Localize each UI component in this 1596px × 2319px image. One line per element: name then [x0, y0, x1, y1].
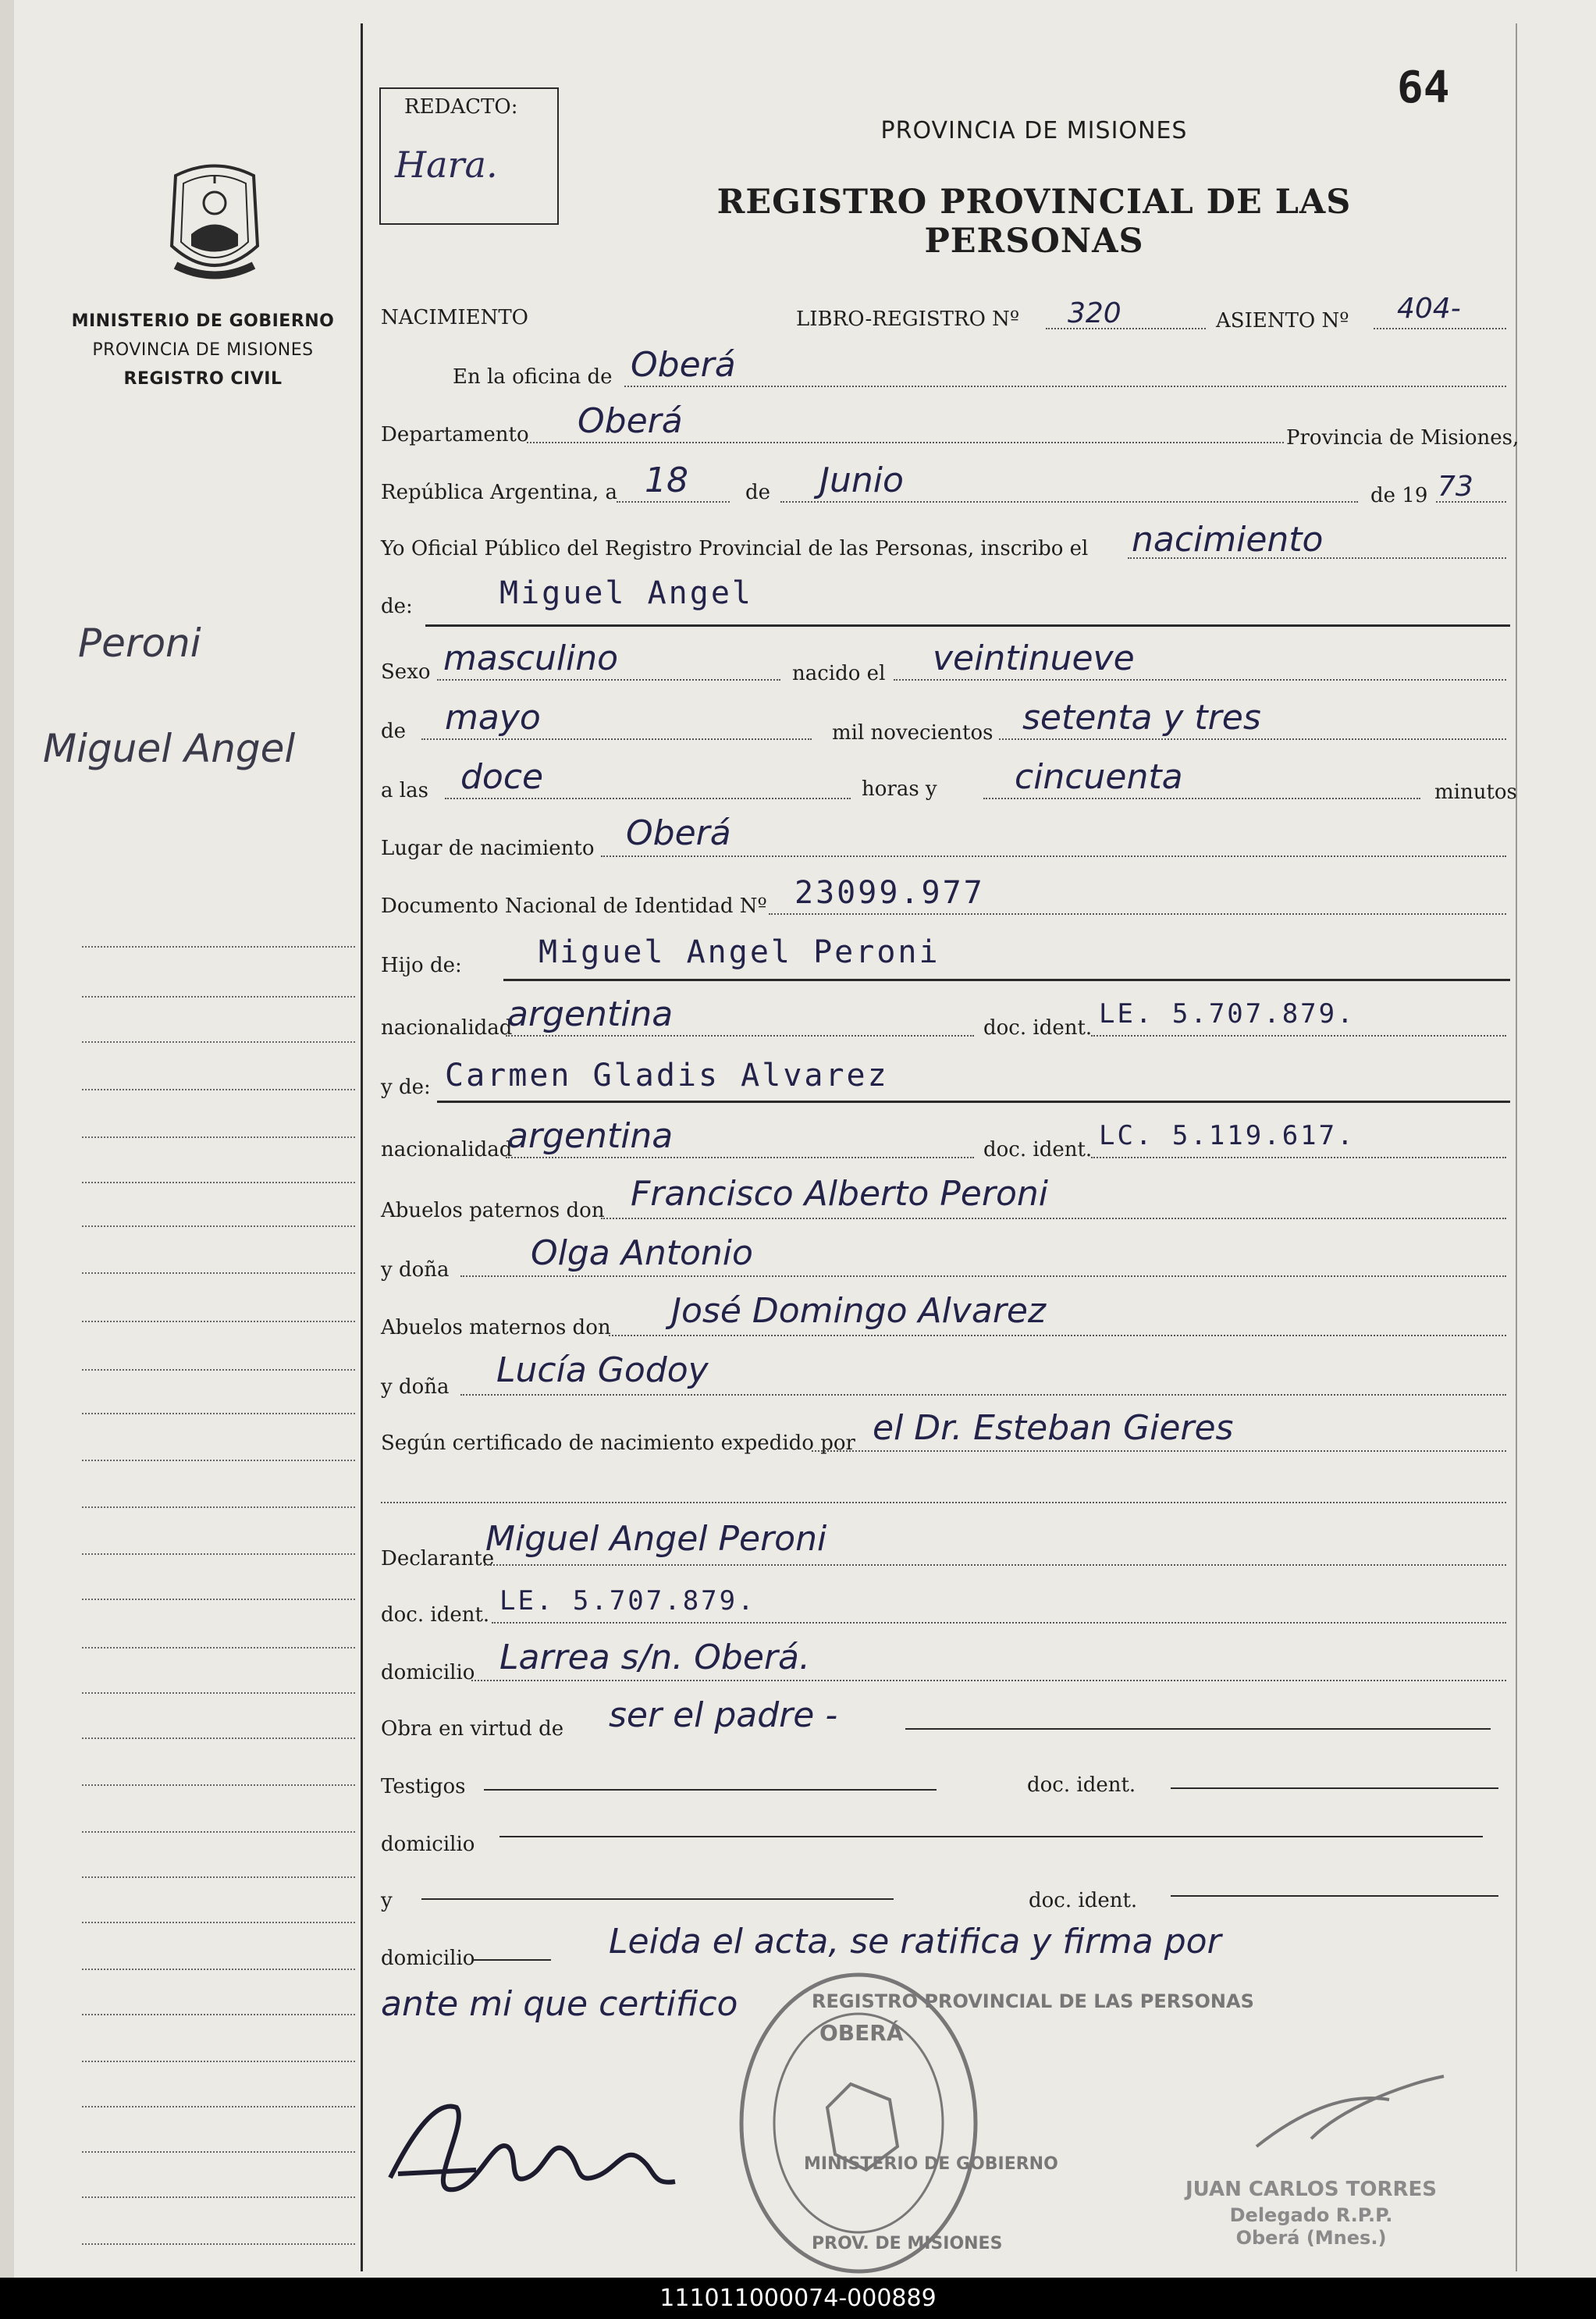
- maternal-grandfather: José Domingo Alvarez: [671, 1291, 1047, 1331]
- declarant-signature: [382, 2084, 757, 2209]
- abuelos-maternos-label: Abuelos maternos don: [381, 1316, 611, 1339]
- sex-value: masculino: [443, 638, 619, 678]
- domicilio-2-line: [499, 1836, 1483, 1837]
- margin-rule: [82, 1041, 355, 1043]
- margin-rule: [82, 1136, 355, 1138]
- margin-rule: [82, 1969, 355, 1970]
- testigos-line: [484, 1789, 937, 1791]
- mil-label: mil novecientos: [832, 721, 994, 745]
- domicilio-3-line: [473, 1959, 551, 1961]
- oficial-text: Yo Oficial Público del Registro Provincial de las Personas, inscribo el: [381, 537, 1089, 560]
- alas-label: a las: [381, 779, 428, 802]
- official-place: Oberá (Mnes.): [1235, 2227, 1387, 2249]
- margin-rule: [82, 1599, 355, 1600]
- official-title: Delegado R.P.P.: [1229, 2204, 1393, 2226]
- dni-value: 23099.977: [794, 875, 985, 911]
- lugar-label: Lugar de nacimiento: [381, 837, 595, 860]
- dni-line: [769, 913, 1506, 915]
- y-label: y: [381, 1889, 393, 1912]
- margin-rule: [82, 2196, 355, 2198]
- official-name: JUAN CARLOS TORRES: [1185, 2178, 1438, 2201]
- margin-rule: [82, 1876, 355, 1878]
- month-line: [780, 501, 1358, 503]
- seal-city: OBERÁ: [819, 2020, 904, 2046]
- sexo-line: [437, 679, 780, 681]
- asiento-label: ASIENTO Nº: [1216, 309, 1349, 333]
- birth-minutes: cincuenta: [1015, 757, 1183, 797]
- closing-statement-2: ante mi que certifico: [381, 1984, 738, 2024]
- libro-label: LIBRO-REGISTRO Nº: [796, 308, 1020, 331]
- oficina-label: En la oficina de: [453, 365, 613, 389]
- birth-hours: doce: [460, 757, 544, 797]
- asiento-value: 404-: [1397, 293, 1461, 325]
- margin-note-surname: Peroni: [78, 621, 201, 666]
- redacto-label: REDACTO:: [404, 95, 518, 119]
- year-label: de 19: [1370, 484, 1428, 507]
- registration-year: 73: [1438, 471, 1473, 503]
- registration-month: Junio: [819, 461, 904, 500]
- redacto-initials: Hara.: [395, 144, 498, 186]
- birth-day: veintinueve: [933, 638, 1135, 678]
- province-heading: PROVINCIA DE MISIONES: [880, 117, 1188, 144]
- ministry-line-3: REGISTRO CIVIL: [123, 369, 283, 389]
- domicilio-2-label: domicilio: [381, 1833, 475, 1856]
- departamento-value: Oberá: [578, 401, 683, 441]
- asiento-line: [1374, 328, 1506, 329]
- nacido-line: [894, 679, 1506, 681]
- minutos-label: minutos: [1434, 781, 1517, 804]
- minutes-line: [983, 798, 1420, 799]
- margin-rule: [82, 1369, 355, 1371]
- margin-rule: [82, 2151, 355, 2153]
- de-label: de: [745, 481, 771, 504]
- ministry-line-1: MINISTERIO DE GOBIERNO: [71, 311, 335, 331]
- margin-rule: [82, 1784, 355, 1786]
- lugar-line: [601, 855, 1506, 857]
- margin-divider: [361, 23, 363, 2271]
- father-name: Miguel Angel Peroni: [539, 934, 940, 970]
- nacido-label: nacido el: [792, 662, 886, 685]
- certificado-line: [812, 1450, 1506, 1452]
- birth-month-line: [421, 738, 812, 740]
- seal-ministry: MINISTERIO DE GOBIERNO: [804, 2154, 1058, 2174]
- margin-rule: [82, 1272, 355, 1274]
- ydona-2-line: [460, 1394, 1506, 1396]
- republica-label: República Argentina, a: [381, 481, 617, 504]
- declarant-name: Miguel Angel Peroni: [485, 1519, 827, 1559]
- birth-year: setenta y tres: [1022, 698, 1261, 738]
- father-line: [503, 979, 1510, 981]
- declarant-capacity: ser el padre -: [609, 1695, 838, 1735]
- provincia-label: Provincia de Misiones,: [1286, 426, 1520, 450]
- margin-rule: [82, 996, 355, 998]
- inscription-type: nacimiento: [1132, 520, 1324, 560]
- margin-rule: [82, 1321, 355, 1322]
- doc-2-line: [1091, 1157, 1506, 1158]
- margin-rule: [82, 1460, 355, 1461]
- paternal-grandfather: Francisco Alberto Peroni: [631, 1174, 1048, 1214]
- margin-note-given-name: Miguel Angel: [43, 726, 296, 771]
- seal-province: PROV. DE MISIONES: [812, 2234, 1003, 2253]
- departamento-line: [527, 442, 1284, 443]
- ministry-line-2: PROVINCIA DE MISIONES: [92, 340, 314, 360]
- margin-rule: [82, 1182, 355, 1183]
- ministry-header: [47, 307, 359, 393]
- oficina-value: Oberá: [631, 345, 736, 385]
- abuelos-paternos-line: [601, 1218, 1506, 1219]
- birth-month: mayo: [445, 698, 541, 738]
- official-signature: [1249, 2068, 1452, 2154]
- registry-title: REGISTRO PROVINCIAL DE LAS PERSONAS: [716, 183, 1352, 261]
- name-line: [425, 624, 1510, 627]
- margin-rule: [82, 946, 355, 948]
- closing-statement-1: Leida el acta, se ratifica y firma por: [609, 1922, 1221, 1962]
- seal-text: REGISTRO PROVINCIAL DE LAS PERSONAS: [812, 1990, 1254, 2012]
- margin-rule: [82, 1922, 355, 1923]
- birth-year-line: [999, 738, 1506, 740]
- mother-name: Carmen Gladis Alvarez: [445, 1058, 889, 1094]
- page-number: 64: [1397, 62, 1450, 113]
- declarante-label: Declarante: [381, 1547, 495, 1570]
- right-border: [1516, 23, 1517, 2271]
- margin-rule: [82, 2014, 355, 2015]
- hijo-label: Hijo de:: [381, 954, 462, 977]
- libro-value: 320: [1068, 297, 1121, 329]
- margin-rule: [82, 1225, 355, 1227]
- margin-rule: [82, 1089, 355, 1090]
- record-type: NACIMIENTO: [381, 306, 528, 329]
- obra-label: Obra en virtud de: [381, 1717, 564, 1741]
- nacionalidad-1-line: [506, 1035, 974, 1037]
- de-name-label: de:: [381, 595, 413, 618]
- de2-label: de: [381, 720, 407, 743]
- certificado-continuation-line: [381, 1502, 1506, 1503]
- abuelos-maternos-line: [609, 1335, 1506, 1336]
- margin-rule: [82, 1413, 355, 1414]
- testigos-doc-line: [1171, 1787, 1498, 1789]
- oficina-line: [624, 386, 1506, 387]
- official-stamp: [1155, 2068, 1467, 2249]
- margin-rule: [82, 1647, 355, 1649]
- departamento-label: Departamento: [381, 423, 529, 446]
- doc-2-label: doc. ident.: [983, 1138, 1093, 1161]
- domicilio-label: domicilio: [381, 1661, 475, 1684]
- declarante-doc-line: [492, 1622, 1506, 1624]
- horas-label: horas y: [862, 777, 937, 801]
- page-edge: [0, 0, 14, 2278]
- testigos-label: Testigos: [381, 1775, 466, 1798]
- mother-nationality: argentina: [507, 1116, 674, 1156]
- nacionalidad-2-label: nacionalidad: [381, 1138, 513, 1161]
- ydemother-label: y de:: [381, 1076, 431, 1099]
- margin-rule: [82, 2061, 355, 2062]
- domicilio-3-label: domicilio: [381, 1947, 475, 1970]
- y-doc-line: [1171, 1895, 1498, 1897]
- ydona-1-line: [460, 1275, 1506, 1277]
- sexo-label: Sexo: [381, 660, 431, 684]
- doc-1-label: doc. ident.: [983, 1016, 1093, 1040]
- declarant-document: LE. 5.707.879.: [499, 1585, 756, 1617]
- margin-rule: [82, 2106, 355, 2107]
- maternal-grandmother: Lucía Godoy: [496, 1350, 709, 1390]
- paternal-grandmother: Olga Antonio: [531, 1233, 753, 1273]
- birth-place: Oberá: [626, 813, 731, 853]
- mother-line: [437, 1101, 1510, 1103]
- mother-document: LC. 5.119.617.: [1099, 1120, 1356, 1151]
- certificate-issuer: el Dr. Esteban Gieres: [873, 1408, 1234, 1448]
- child-name: Miguel Angel: [499, 575, 753, 611]
- y-doc-label: doc. ident.: [1029, 1889, 1138, 1912]
- declarant-address: Larrea s/n. Oberá.: [499, 1638, 810, 1677]
- margin-rule: [82, 1506, 355, 1508]
- nacionalidad-1-label: nacionalidad: [381, 1016, 513, 1040]
- father-nationality: argentina: [507, 994, 674, 1034]
- day-line: [617, 501, 730, 503]
- redacto-box: [379, 87, 559, 225]
- margin-rule: [82, 1692, 355, 1694]
- image-id-footer: 111011000074-000889: [0, 2278, 1596, 2319]
- misiones-emblem-icon: [160, 160, 269, 289]
- obra-line: [905, 1728, 1491, 1730]
- certificado-label: Según certificado de nacimiento expedido por: [381, 1432, 855, 1455]
- father-document: LE. 5.707.879.: [1099, 998, 1356, 1030]
- y-line: [421, 1898, 894, 1900]
- ydona-1-label: y doña: [381, 1258, 450, 1282]
- doc-1-line: [1091, 1035, 1506, 1037]
- margin-rule: [82, 1553, 355, 1555]
- testigos-doc-label: doc. ident.: [1027, 1773, 1136, 1797]
- ydona-2-label: y doña: [381, 1375, 450, 1399]
- abuelos-paternos-label: Abuelos paternos don: [381, 1199, 605, 1222]
- declarante-doc-label: doc. ident.: [381, 1603, 490, 1627]
- registration-day: 18: [645, 461, 688, 500]
- margin-rule: [82, 1737, 355, 1739]
- nacionalidad-2-line: [506, 1157, 974, 1158]
- dni-label: Documento Nacional de Identidad Nº: [381, 895, 767, 918]
- domicilio-line: [471, 1680, 1506, 1681]
- margin-rule: [82, 1831, 355, 1833]
- hours-line: [445, 798, 851, 799]
- margin-rule: [82, 2243, 355, 2245]
- registry-seal-stamp: [734, 1967, 983, 2279]
- declarante-line: [484, 1564, 1506, 1566]
